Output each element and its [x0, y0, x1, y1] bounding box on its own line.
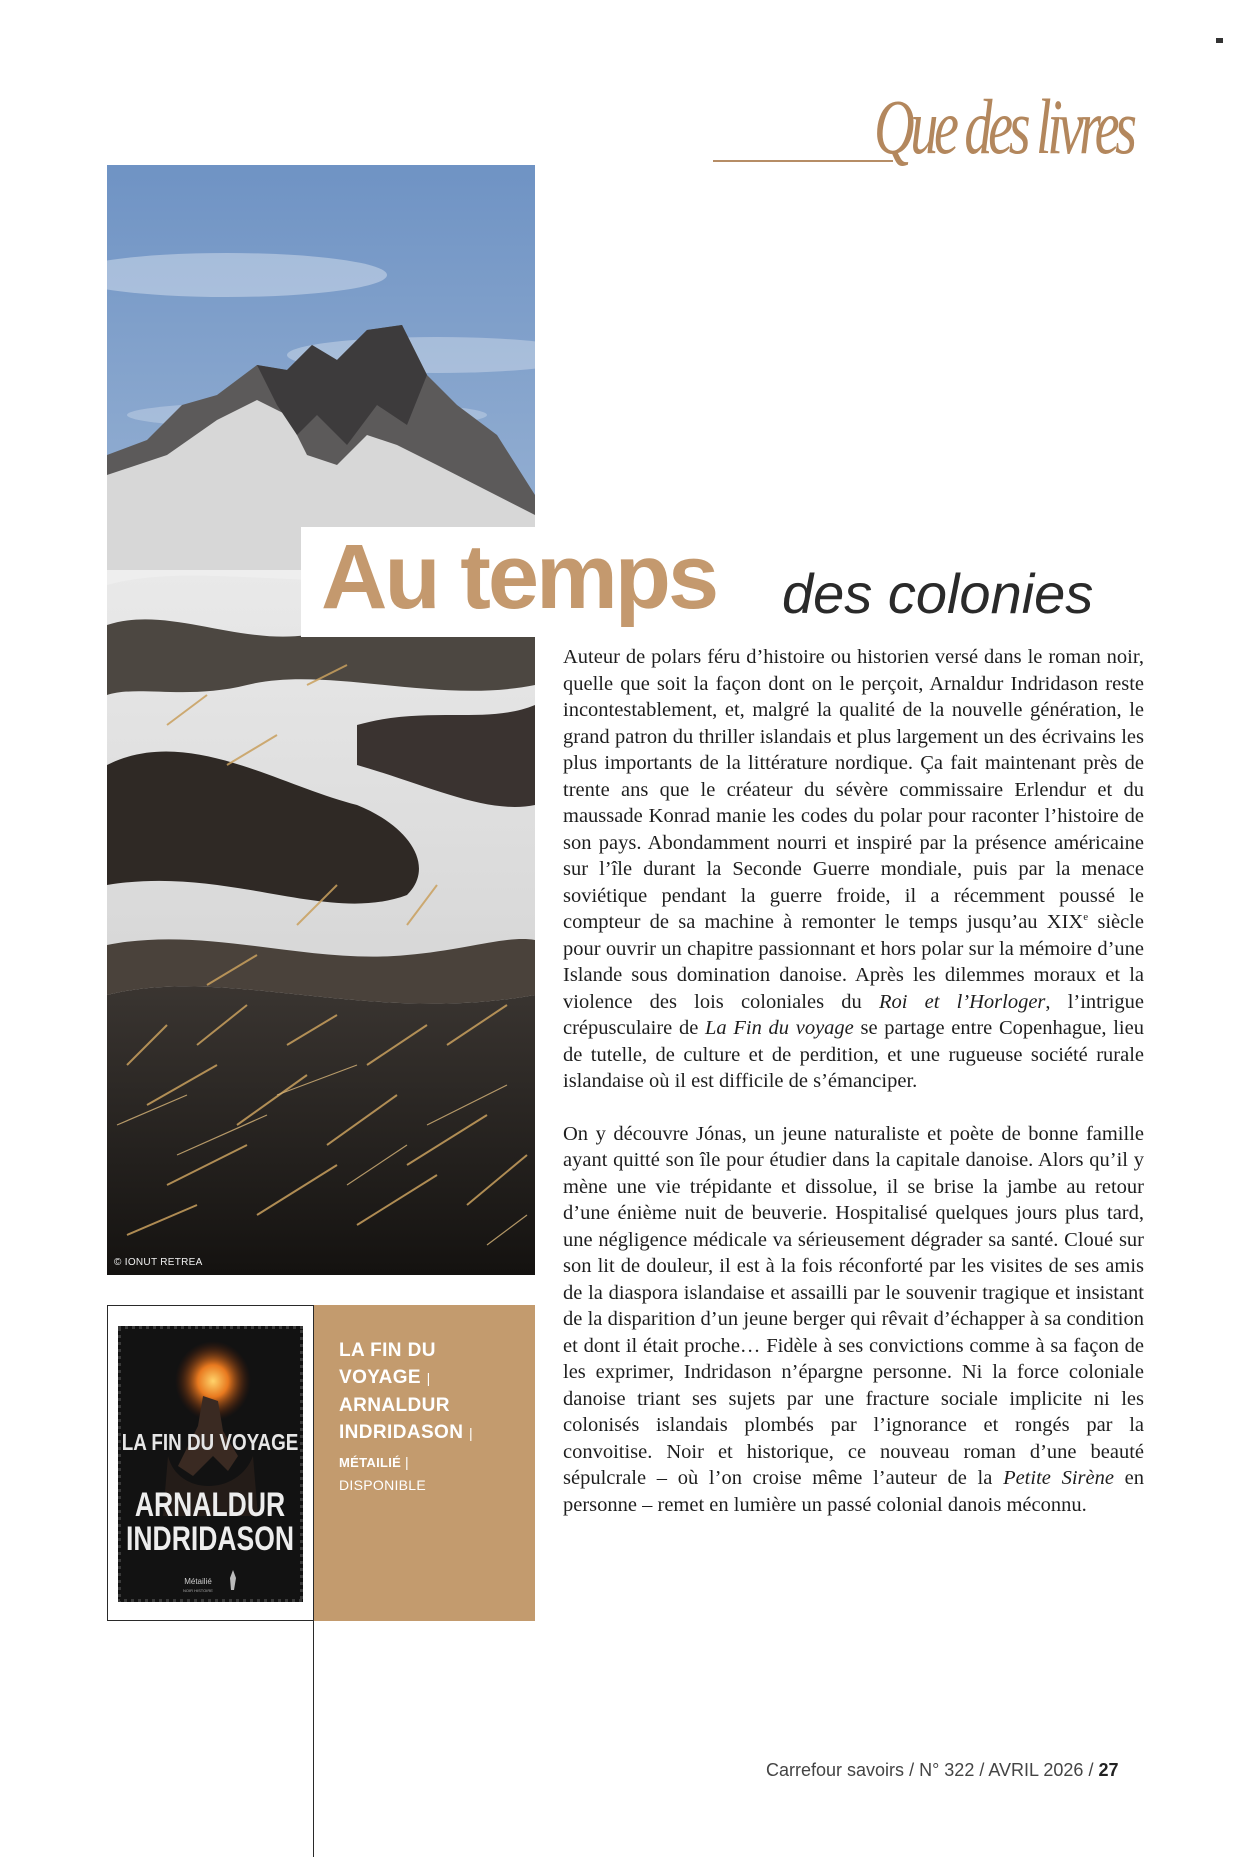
cover-publisher: Métailié — [184, 1577, 212, 1586]
separator: | — [405, 1454, 409, 1470]
separator: | — [426, 1370, 431, 1386]
cover-author-first: ARNALDUR — [134, 1485, 286, 1524]
book-cover — [118, 1326, 303, 1602]
article-paragraph-1: Auteur de polars féru d’histoire ou historien versé dans le roman noir, quelle que soit la façon dont on le perçoit, Arnaldur Indridason reste incontestablement, et, malgré la qualité de la nouvelle génération, le grand patron du thriller islandais et plus largement un des écrivains les plus importants de la littérature nordique. Ça fait maintenant près de trente ans que le créateur du sévère commissaire Erlendur et du maussade Konrad manie les codes du polar pour raconter l’histoire de son pays. Abondamment nourri et inspiré par la présence américaine sur l’île durant la Seconde Guerre mondiale, puis par la menace soviétique pendant la guerre froide, il a récemment poussé le compteur de sa machine à remonter le temps jusqu’au XIXe siècle pour ouvrir un chapitre passionnant et hors polar sur la mémoire d’une Islande sous domination danoise. Après les dilemmes moraux et la violence des lois coloniales du Roi et l’Horloger, l’intrigue crépusculaire de La Fin du voyage se partage entre Copenhague, lieu de tutelle, de culture et de perdition, et une rugueuse société rurale islandaise où il est difficile de s’émanciper. — [563, 646, 1145, 1092]
book-author-line-1: ARNALDUR — [339, 1395, 450, 1416]
cover-series: NOIR HISTOIRE — [183, 1588, 213, 1593]
hero-photo — [107, 165, 535, 1275]
book-reference: Roi et l’Horloger — [878, 990, 1046, 1013]
section-title: Que des livres — [874, 83, 1133, 170]
section-title-rule — [713, 160, 893, 162]
headline-sub: des colonies — [782, 562, 1094, 625]
article-paragraph-2: On y découvre Jónas, un jeune naturaliste et poète de bonne famille ayant quitté son île pour étudier dans la capitale danoise. Alors qu’il y mène une vie trépidante et dissolue, il se brise la jambe au retour d’une énième nuit de beuverie. Hospitalisé quelques jours plus tard, une négligence médicale va sérieusement dégrader sa santé. Cloué sur son lit de douleur, il est à la fois réconforté par les visites de ses amis de la diaspora islandaise et assailli par le souvenir tragique et insistant de la disparition d’un jeune berger qui rêvait d’échapper à sa condition et dont il était proche… Fidèle à ses convictions comme à sa façon de les exprimer, Indridason n’épargne personne. Ni la force coloniale danoise triant ses sujets par une fracture sociale implicite ni les colonisés islandais plombés par l’ignorance et rongés par la convoitise. Noir et historique, ce nouveau roman d’une beauté sépulcrale – où l’on croise même l’auteur de la Petite Sirène en personne – remet en lumière un passé colonial danois méconnu. — [563, 1122, 1144, 1516]
headline — [301, 527, 1149, 637]
book-title-line-2: VOYAGE | — [339, 1367, 431, 1388]
book-availability: DISPONIBLE — [339, 1477, 427, 1493]
page-number: 27 — [1098, 1760, 1119, 1780]
footer-issue: N° 322 — [919, 1760, 975, 1780]
article-body — [563, 644, 1144, 1518]
cover-author-last: INDRIDASON — [126, 1519, 294, 1558]
footer-magazine: Carrefour savoirs — [766, 1760, 905, 1780]
book-cover-frame — [107, 1305, 314, 1621]
photo-credit: © IONUT RETREA — [114, 1257, 203, 1268]
footer-date: AVRIL 2026 — [988, 1760, 1084, 1780]
book-reference: Petite Sirène — [1003, 1467, 1114, 1489]
separator: | — [469, 1425, 474, 1441]
headline-main: Au temps — [321, 526, 717, 628]
book-info-box — [314, 1305, 535, 1621]
corner-mark — [1216, 38, 1223, 43]
book-publisher: MÉTAILIÉ | — [339, 1454, 409, 1470]
page-footer: Carrefour savoirs / N° 322 / AVRIL 2026 / 27 — [766, 1760, 1119, 1780]
cover-title: LA FIN DU VOYAGE — [121, 1430, 299, 1456]
landscape-illustration — [107, 165, 535, 1275]
book-reference: La Fin du voyage — [705, 1017, 854, 1039]
book-author-line-2: INDRIDASON | — [339, 1422, 474, 1443]
book-title-line-1: LA FIN DU — [339, 1340, 436, 1361]
